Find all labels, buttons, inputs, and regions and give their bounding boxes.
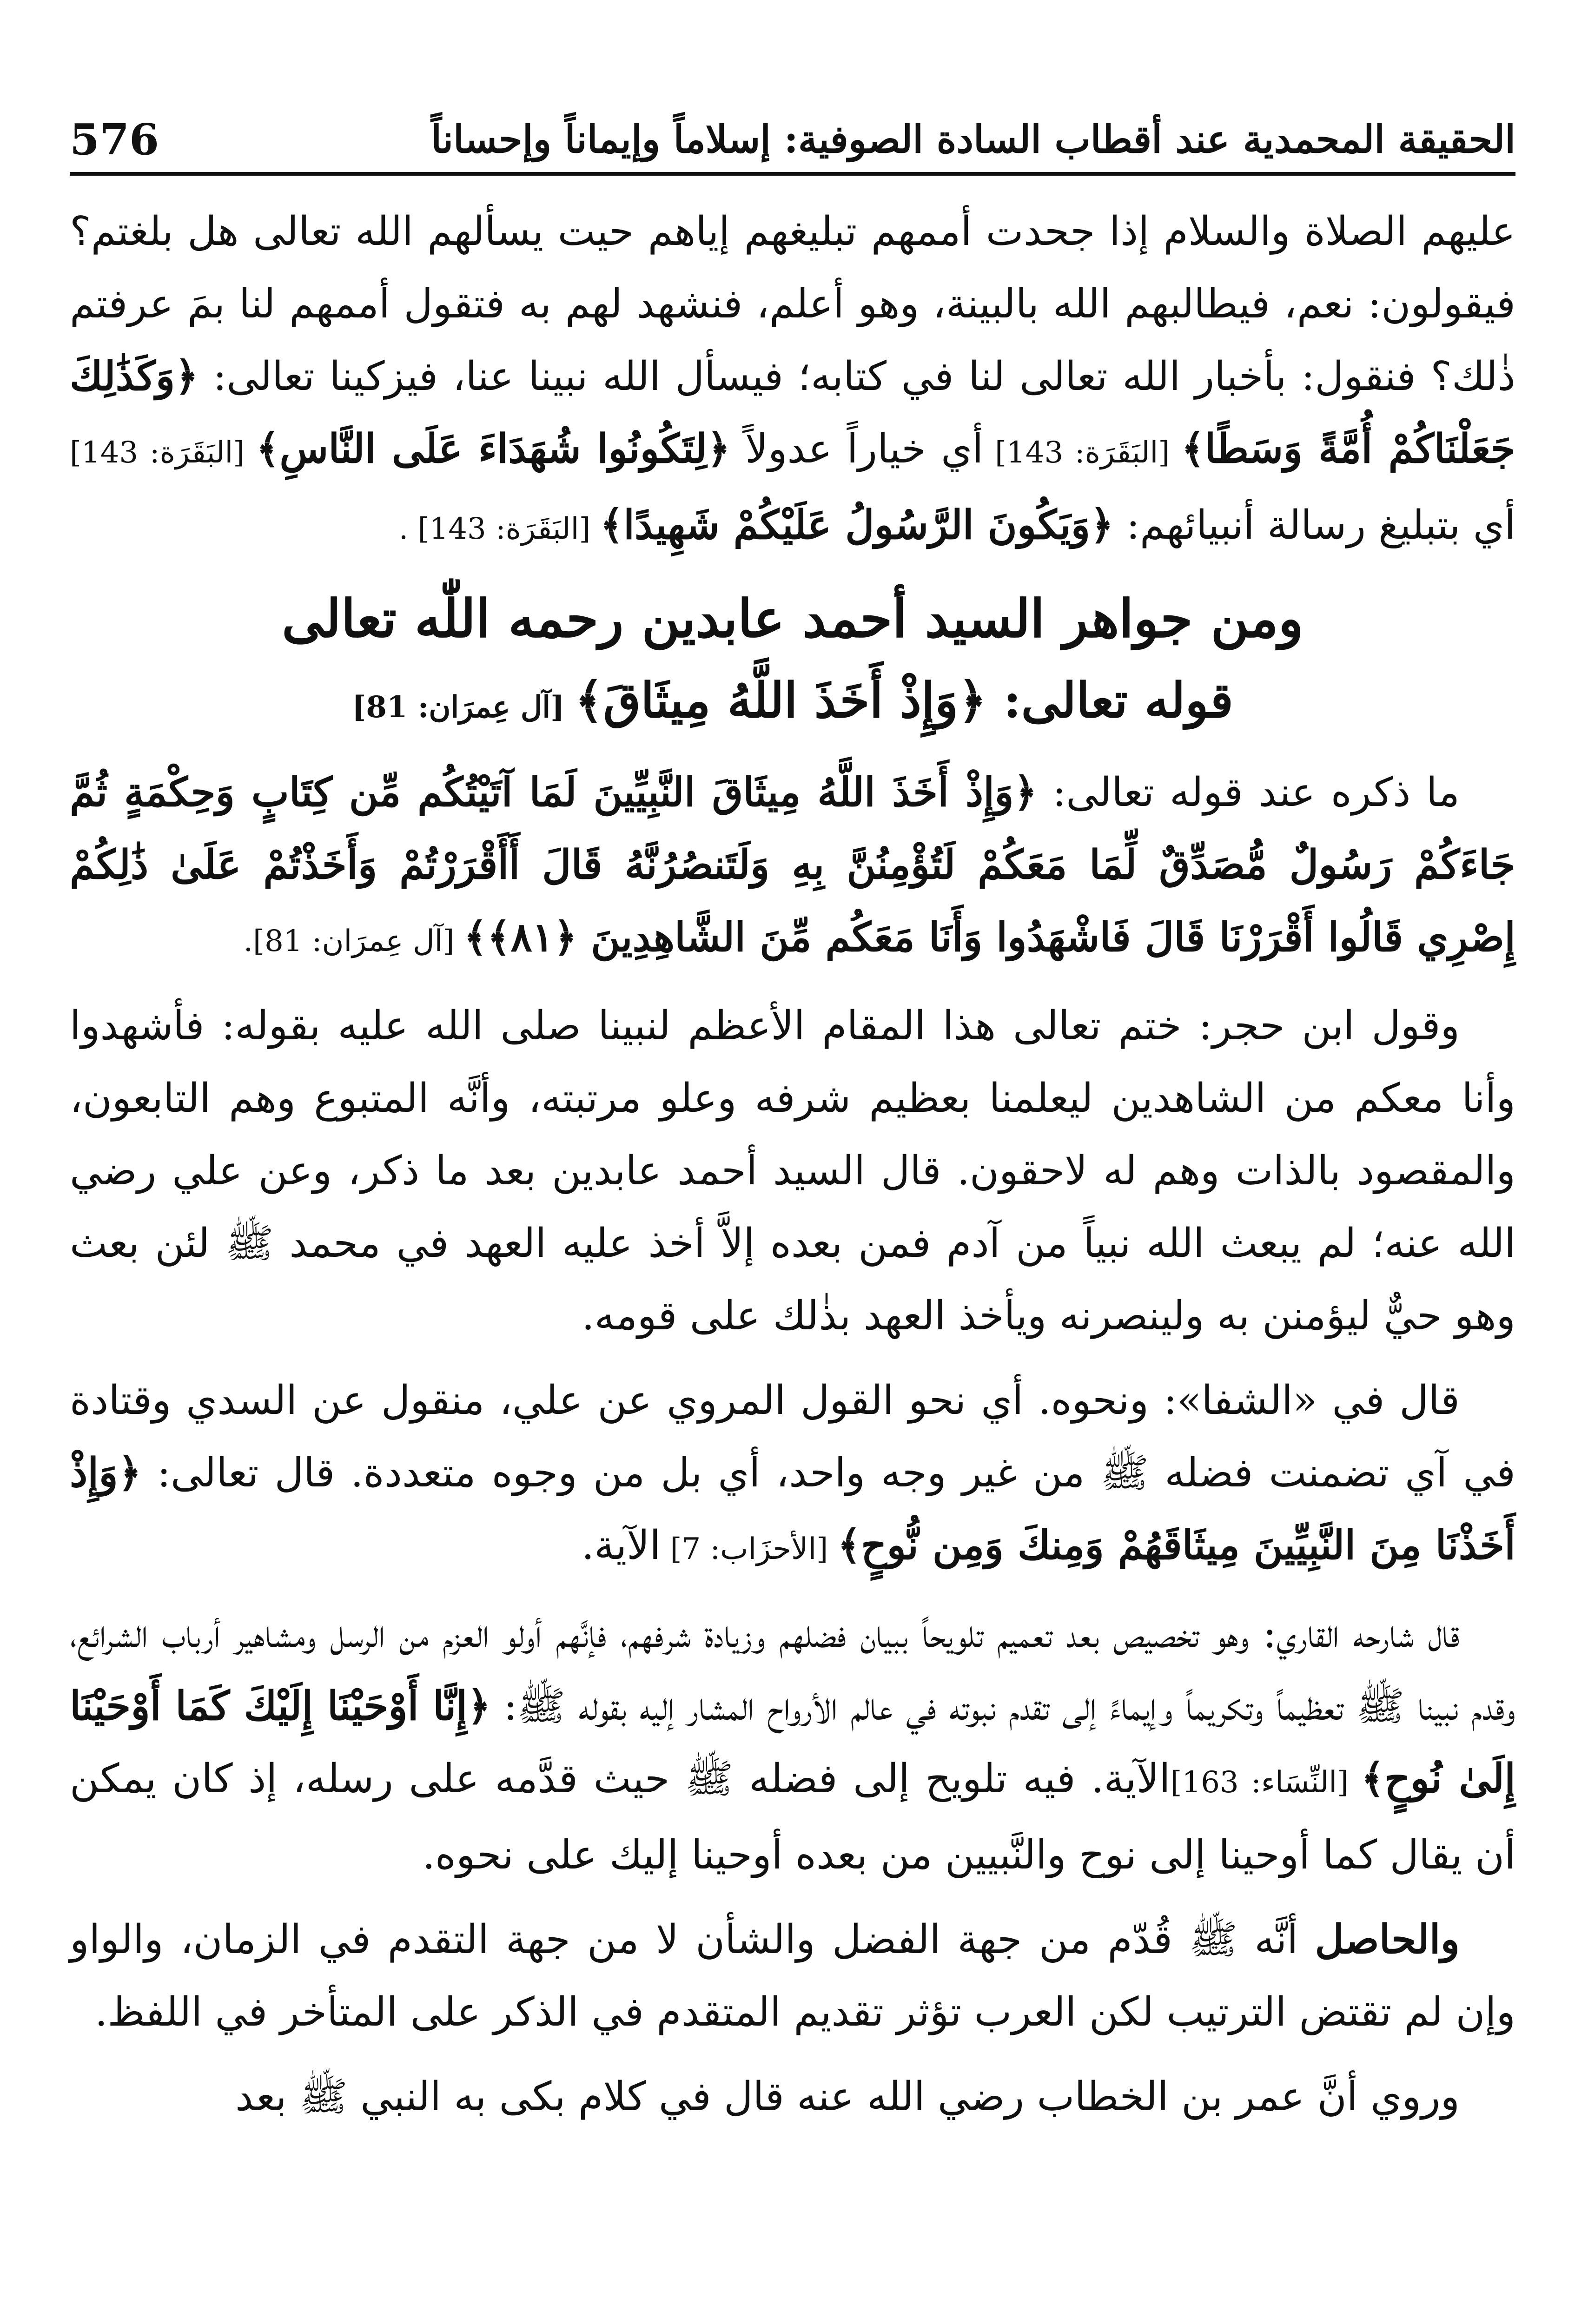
text: قال في «الشفا»: ونحوه. أي نحو القول المروي عن علي، منقول عن السدي وقتادة في آي تضمنت فضله ﷺ من غير وجه واحد، أي بل من وجوه متعددة. قال تعالى: bbox=[70, 1377, 1515, 1496]
quran-verse: ﴿إِنَّا أَوْحَيْنَا إِلَيْكَ كَمَا أَوْحَيْنَا إِلَىٰ نُوحٍ﴾ bbox=[70, 1683, 1515, 1802]
verse-reference: [آل عِمرَان: 81] bbox=[352, 690, 575, 725]
quran-verse: ﴿لِتَكُونُوا شُهَدَاءَ عَلَى النَّاسِ﴾ bbox=[256, 425, 731, 472]
verse-reference: [الأحزَاب: 7] bbox=[661, 1532, 838, 1566]
page-header bbox=[70, 107, 1515, 176]
quran-verse: ﴿وَيَكُونَ الرَّسُولُ عَلَيْكُمْ شَهِيدًا﴾ bbox=[600, 502, 1114, 548]
verse-reference: [البَقَرَة: 143] . bbox=[398, 512, 600, 546]
verse-reference: [البَقَرَة: 143] bbox=[983, 436, 1182, 470]
quran-verse: ﴿وَإِذْ أَخَذَ اللَّهُ مِيثَاقَ﴾ bbox=[575, 672, 987, 729]
quran-verse: ﴿وَكَذَٰلِكَ جَعَلْنَاكُمْ أُمَّةً وَسَطًا﴾ bbox=[70, 353, 1516, 472]
text: الآية. فيه تلويح إلى فضله ﷺ حيث قدَّمه على رسله، إذ كان يمكن أن يقال كما أوحينا إلى نوح والنَّبيين من بعده أوحينا إليك على نحوه. bbox=[70, 1756, 1515, 1878]
text: قال شارحه القاري: وهو تخصيص بعد تعميم تلويحاً ببيان فضلهم وزيادة شرفهم، فإنَّهم أولو العزم من الرسل ومشاهير أرباب الشرائع، وقدم نبينا ﷺ تعظيماً وتكريماً وإيماءً إلى تقدم نبوته في عالم الأرواح المشار إليه بقوله ﷺ: bbox=[70, 1611, 1515, 1730]
paragraph-6 bbox=[70, 1903, 1515, 2048]
text: ما ذكره عند قوله تعالى: bbox=[1037, 769, 1460, 816]
paragraph-5 bbox=[70, 1598, 1515, 1891]
quran-verse: ﴿وَإِذْ أَخَذْنَا مِنَ النَّبِيِّينَ مِيثَاقَهُمْ وَمِنكَ وَمِن نُّوحٍ﴾ bbox=[70, 1449, 1515, 1569]
lead-word: والحاصل bbox=[1315, 1916, 1460, 1963]
paragraph-2 bbox=[70, 756, 1515, 977]
text: أي خياراً عدولاً bbox=[730, 426, 984, 472]
text: أي بتبليغ رسالة أنبيائهم: bbox=[1113, 502, 1515, 548]
verse-reference: [البَقَرَة: 143] bbox=[70, 436, 256, 470]
page-body bbox=[70, 195, 1515, 2324]
paragraph-7: وروي أنَّ عمر بن الخطاب رضي الله عنه قال في كلام بكى به النبي ﷺ بعد bbox=[235, 2073, 1460, 2120]
verse-reference: [آل عِمرَان: 81]. bbox=[243, 924, 464, 958]
quran-verse: ﴿وَإِذْ أَخَذَ اللَّهُ مِيثَاقَ النَّبِيِّينَ لَمَا آتَيْتُكُم مِّن كِتَابٍ وَحِكْمَةٍ ثُمَّ جَاءَكُمْ رَسُولٌ مُّصَدِّقٌ لِّمَا مَعَكُمْ لَتُؤْمِنُنَّ بِهِ وَلَتَنصُرُنَّهُ قَالَ أَأَقْرَرْتُمْ وَأَخَذْتُمْ عَلَىٰ ذَٰلِكُمْ إِصْرِي قَالُوا أَقْرَرْنَا قَالَ فَاشْهَدُوا وَأَنَا مَعَكُم مِّنَ الشَّاهِدِينَ ﴿٨١﴾﴾ bbox=[70, 769, 1515, 961]
paragraph-1 bbox=[70, 195, 1515, 565]
text: الآية. bbox=[581, 1522, 661, 1569]
paragraph-3: وقول ابن حجر: ختم تعالى هذا المقام الأعظم لنبينا صلى الله عليه بقوله: فأشهدوا وأنا معكم من الشاهدين ليعلمنا بعظيم شرفه وعلو مرتبته، وأنَّه المتبوع وهم التابعون، والمقصود بالذات وهم له لاحقون. قال السيد أحمد عابدين بعد ما ذكر، وعن علي رضي الله عنه؛ لم يبعث الله نبياً من آدم فمن بعده إلاَّ أخذ عليه العهد في محمد ﷺ لئن بعث وهو حيٌّ ليؤمنن به ولينصرنه ويأخذ العهد بذٰلك على قومه. bbox=[70, 1003, 1515, 1339]
section-title: ومن جواهر السيد أحمد عابدين رحمه اللّٰه تعالى bbox=[282, 588, 1303, 649]
subtitle-label: قوله تعالى: bbox=[986, 672, 1233, 729]
text: أنَّه ﷺ قُدّم من جهة الفضل والشأن لا من جهة التقدم في الزمان، والواو وإن لم تقتض الترتيب لكن العرب تؤثر تقديم المتقدم في الذكر على المتأخر في اللفظ. bbox=[70, 1916, 1515, 2035]
running-title: الحقيقة المحمدية عند أقطاب السادة الصوفية: إسلاماً وإيماناً وإحساناً bbox=[431, 117, 1515, 162]
verse-reference: [النِّسَاء: 163] bbox=[1170, 1765, 1361, 1800]
page-number: 576 bbox=[70, 114, 159, 165]
text: عليهم الصلاة والسلام إذا جحدت أممهم تبليغهم إياهم حيت يسألهم الله تعالى هل بلغتم؟ فيقولون: نعم، فيطالبهم الله بالبينة، وهو أعلم، فنشهد لهم به فتقول أممهم لنا بمَ عرفتم ذٰلك؟ فنقول: بأخبار الله تعالى لنا في كتابه؛ فيسأل الله نبينا عنا، فيزكينا تعالى: bbox=[70, 208, 1515, 400]
paragraph-4 bbox=[70, 1364, 1515, 1585]
section-subtitle bbox=[70, 661, 1515, 747]
